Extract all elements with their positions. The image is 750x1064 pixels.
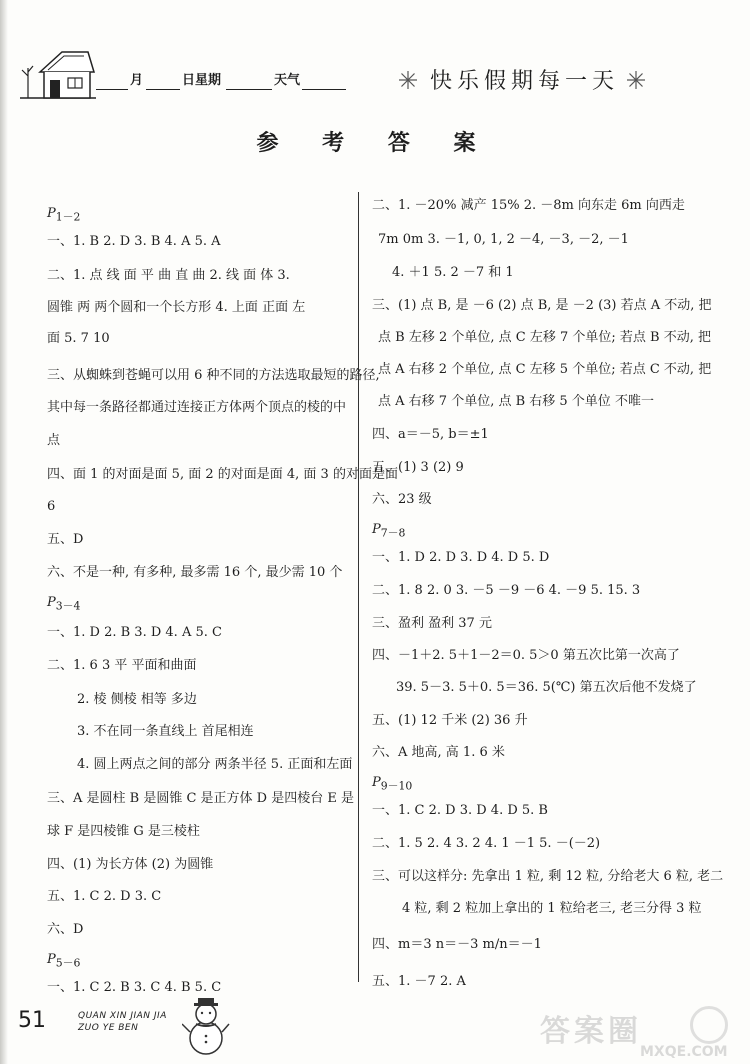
page-header	[0, 40, 750, 100]
pinyin-line-1: QUAN XIN JIAN JIA	[78, 1011, 167, 1021]
answer-line: 四、a＝－5, b＝±1	[372, 427, 489, 442]
page-range-label: P	[47, 952, 56, 967]
answer-line: 四、面 1 的对面是面 5, 面 2 的对面是面 4, 面 3 的对面是面	[47, 467, 398, 482]
answer-line: 点 A 右移 7 个单位, 点 B 右移 5 个单位 不唯一	[378, 394, 654, 409]
page-number: 51	[18, 1008, 46, 1033]
page-title: 参 考 答 案	[256, 130, 494, 156]
weather-label: 天气	[274, 73, 301, 88]
answer-line: 一、1. C 2. D 3. D 4. D 5. B	[372, 803, 548, 818]
page-range-heading	[372, 522, 405, 542]
answer-line: 3. 不在同一条直线上 首尾相连	[77, 724, 254, 739]
watermark-text: 答案圈	[540, 1014, 642, 1049]
snowflake-icon	[626, 70, 646, 90]
watermark	[530, 1004, 740, 1062]
answer-line: 一、1. C 2. B 3. C 4. B 5. C	[47, 980, 222, 995]
answer-line: 三、(1) 点 B, 是 －6 (2) 点 B, 是 －2 (3) 若点 A 不动, 把	[372, 298, 712, 313]
answer-line: 二、1. 点 线 面 平 曲 直 曲 2. 线 面 体 3.	[47, 268, 290, 283]
answer-line: 五、D	[47, 532, 84, 547]
answer-line: 五、1. －7 2. A	[372, 974, 466, 989]
answer-line: 六、D	[47, 922, 84, 937]
answer-line: 三、从蜘蛛到苍蝇可以用 6 种不同的方法选取最短的路径,	[47, 368, 380, 383]
answer-line: 五、(1) 12 千米 (2) 36 升	[372, 713, 528, 728]
answer-line: 四、m＝3 n＝－3 m/n＝－1	[372, 937, 542, 952]
answer-line: 一、1. B 2. D 3. B 4. A 5. A	[47, 234, 221, 249]
page-range-label: P	[372, 775, 381, 790]
answer-line: 四、(1) 为长方体 (2) 为圆锥	[47, 857, 214, 872]
column-divider	[358, 192, 359, 982]
answer-line: 点	[47, 433, 61, 448]
page-edge-shadow	[0, 0, 8, 1064]
answer-line: 五、1. C 2. D 3. C	[47, 889, 162, 904]
answer-line: 7m 0m 3. －1, 0, 1, 2 －4, －3, －2, －1	[378, 232, 629, 247]
page-range-sub: 3－4	[55, 599, 81, 613]
answer-line: 四、－1＋2. 5＋1－2＝0. 5＞0 第五次比第一次高了	[372, 648, 680, 663]
answer-line: 球 F 是四棱锥 G 是三棱柱	[47, 824, 200, 839]
answer-line: 二、1. 5 2. 4 3. 2 4. 1 －1 5. －(－2)	[372, 836, 601, 851]
answer-line: 三、盈利 盈利 37 元	[372, 616, 492, 631]
month-label: 月	[130, 73, 144, 88]
watermark-url: MXQE.COM	[640, 1044, 728, 1060]
pinyin-line-2: ZUO YE BEN	[78, 1023, 139, 1033]
page-range-label: P	[47, 206, 56, 221]
page-range-heading	[47, 952, 80, 972]
book-series-pinyin	[78, 1010, 167, 1034]
page-range-label: P	[47, 595, 56, 610]
answer-line: 4 粒, 剩 2 粒加上拿出的 1 粒给老三, 老三分得 3 粒	[402, 901, 702, 916]
date-weather-fields	[96, 72, 346, 92]
answer-line: 三、可以这样分: 先拿出 1 粒, 剩 12 粒, 分给老大 6 粒, 老二	[372, 869, 724, 884]
answer-line: 五、(1) 3 (2) 9	[372, 460, 464, 475]
slogan	[392, 62, 652, 98]
answer-line: 六、不是一种, 有多种, 最多需 16 个, 最少需 10 个	[47, 565, 343, 580]
page-range-heading	[372, 775, 412, 795]
snow-house-icon	[18, 48, 98, 102]
answer-line: 4. ＋1 5. 2 －7 和 1	[392, 265, 514, 280]
answer-line: 三、A 是圆柱 B 是圆锥 C 是正方体 D 是四棱台 E 是	[47, 791, 354, 806]
answer-line: 二、1. 8 2. 0 3. －5 －9 －6 4. －9 5. 15. 3	[372, 583, 641, 598]
answer-line: 39. 5－3. 5＋0. 5＝36. 5(℃) 第五次后他不发烧了	[396, 680, 697, 695]
answer-line: 六、A 地高, 高 1. 6 米	[372, 745, 505, 760]
watermark-logo-icon	[690, 1006, 728, 1044]
page-range-sub: 1－2	[55, 210, 81, 224]
page-range-sub: 7－8	[380, 526, 406, 540]
answer-line: 一、1. D 2. D 3. D 4. D 5. D	[372, 550, 550, 565]
answer-line: 六、23 级	[372, 492, 432, 507]
answer-line: 圆锥 两 两个圆和一个长方形 4. 上面 正面 左	[47, 300, 306, 315]
page-range-heading	[47, 595, 80, 615]
page-range-sub: 9－10	[380, 779, 413, 793]
answer-line: 一、1. D 2. B 3. D 4. A 5. C	[47, 625, 222, 640]
page-range-label: P	[372, 522, 381, 537]
answer-line: 点 B 左移 2 个单位, 点 C 左移 7 个单位; 若点 B 不动, 把	[378, 330, 711, 345]
answer-line: 二、1. 6 3 平 平面和曲面	[47, 658, 197, 673]
day-week-label: 日星期	[182, 73, 222, 88]
answer-line: 面 5. 7 10	[47, 331, 110, 346]
answer-line: 其中每一条路径都通过连接正方体两个顶点的棱的中	[47, 400, 347, 415]
snowflake-icon	[398, 70, 418, 90]
page-range-sub: 5－6	[55, 956, 81, 970]
slogan-text: 快乐假期每一天	[430, 69, 620, 94]
answer-line: 6	[47, 499, 56, 514]
snowman-icon	[182, 994, 230, 1058]
answer-line: 点 A 右移 2 个单位, 点 C 左移 5 个单位; 若点 C 不动, 把	[378, 362, 712, 377]
answer-line: 4. 圆上两点之间的部分 两条半径 5. 正面和左面	[77, 757, 353, 772]
answer-line: 2. 棱 侧棱 相等 多边	[77, 692, 197, 707]
answer-line: 二、1. －20% 减产 15% 2. －8m 向东走 6m 向西走	[372, 198, 685, 213]
page-range-heading	[47, 206, 80, 226]
